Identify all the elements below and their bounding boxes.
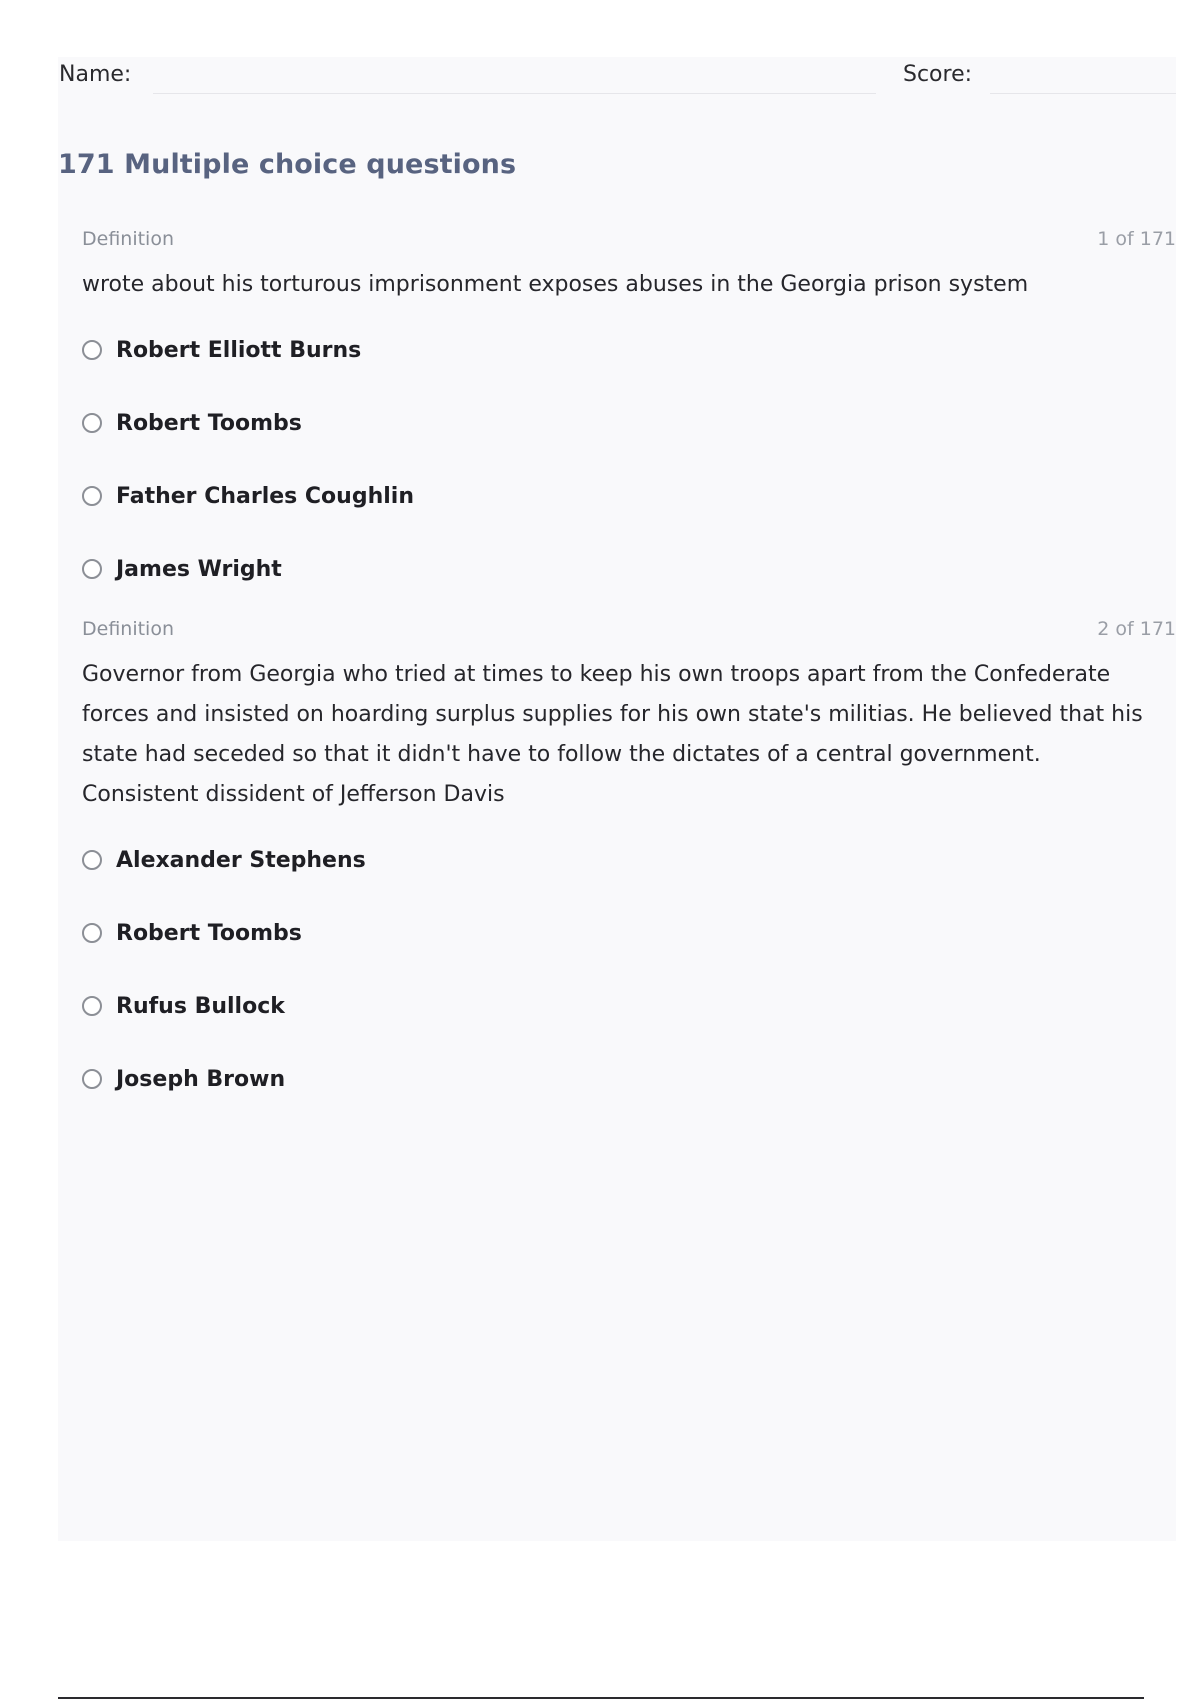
answer-option-label: Joseph Brown <box>116 1066 286 1092</box>
answer-options <box>82 323 1176 615</box>
worksheet-page <box>58 57 1176 1541</box>
radio-button-icon[interactable] <box>82 996 102 1016</box>
radio-button-icon[interactable] <box>82 559 102 579</box>
answer-option[interactable] <box>82 979 1176 1052</box>
answer-option-label: Father Charles Coughlin <box>116 483 414 509</box>
name-score-row <box>58 57 1176 97</box>
question-1 <box>82 228 1176 615</box>
answer-option[interactable] <box>82 396 1176 469</box>
page-footer-divider <box>58 1697 1144 1699</box>
question-text: Governor from Georgia who tried at times to keep his own troops apart from the Confederate forces and insisted on hoarding surplus supplies for his own state's militias. He believed that his state had seceded so that it didn't have to follow the dictates of a central government. Consistent dissident of Jefferson Davis <box>82 662 1143 807</box>
question-counter: 1 of 171 <box>1097 228 1176 250</box>
answer-option-label: Rufus Bullock <box>116 993 285 1019</box>
name-field[interactable] <box>153 93 876 94</box>
radio-button-icon[interactable] <box>82 923 102 943</box>
question-header <box>82 618 1176 642</box>
question-type-label: Definition <box>82 618 175 640</box>
answer-option[interactable] <box>82 906 1176 979</box>
radio-button-icon[interactable] <box>82 850 102 870</box>
question-text: wrote about his torturous imprisonment exposes abuses in the Georgia prison system <box>82 272 1029 297</box>
radio-button-icon[interactable] <box>82 413 102 433</box>
question-2 <box>82 618 1176 1125</box>
question-header <box>82 228 1176 252</box>
answer-option-label: Robert Toombs <box>116 920 302 946</box>
answer-option-label: Robert Toombs <box>116 410 302 436</box>
radio-button-icon[interactable] <box>82 486 102 506</box>
radio-button-icon[interactable] <box>82 1069 102 1089</box>
answer-option[interactable] <box>82 833 1176 906</box>
answer-option-label: Robert Elliott Burns <box>116 337 362 363</box>
page-title: 171 Multiple choice questions <box>58 149 517 180</box>
answer-option-label: Alexander Stephens <box>116 847 366 873</box>
score-label: Score: <box>903 62 973 87</box>
question-counter: 2 of 171 <box>1097 618 1176 640</box>
answer-option[interactable] <box>82 542 1176 615</box>
answer-option[interactable] <box>82 323 1176 396</box>
question-type-label: Definition <box>82 228 175 250</box>
answer-option[interactable] <box>82 1052 1176 1125</box>
name-label: Name: <box>59 62 132 87</box>
answer-option-label: James Wright <box>116 556 282 582</box>
answer-options <box>82 833 1176 1125</box>
radio-button-icon[interactable] <box>82 340 102 360</box>
answer-option[interactable] <box>82 469 1176 542</box>
score-field[interactable] <box>990 93 1176 94</box>
